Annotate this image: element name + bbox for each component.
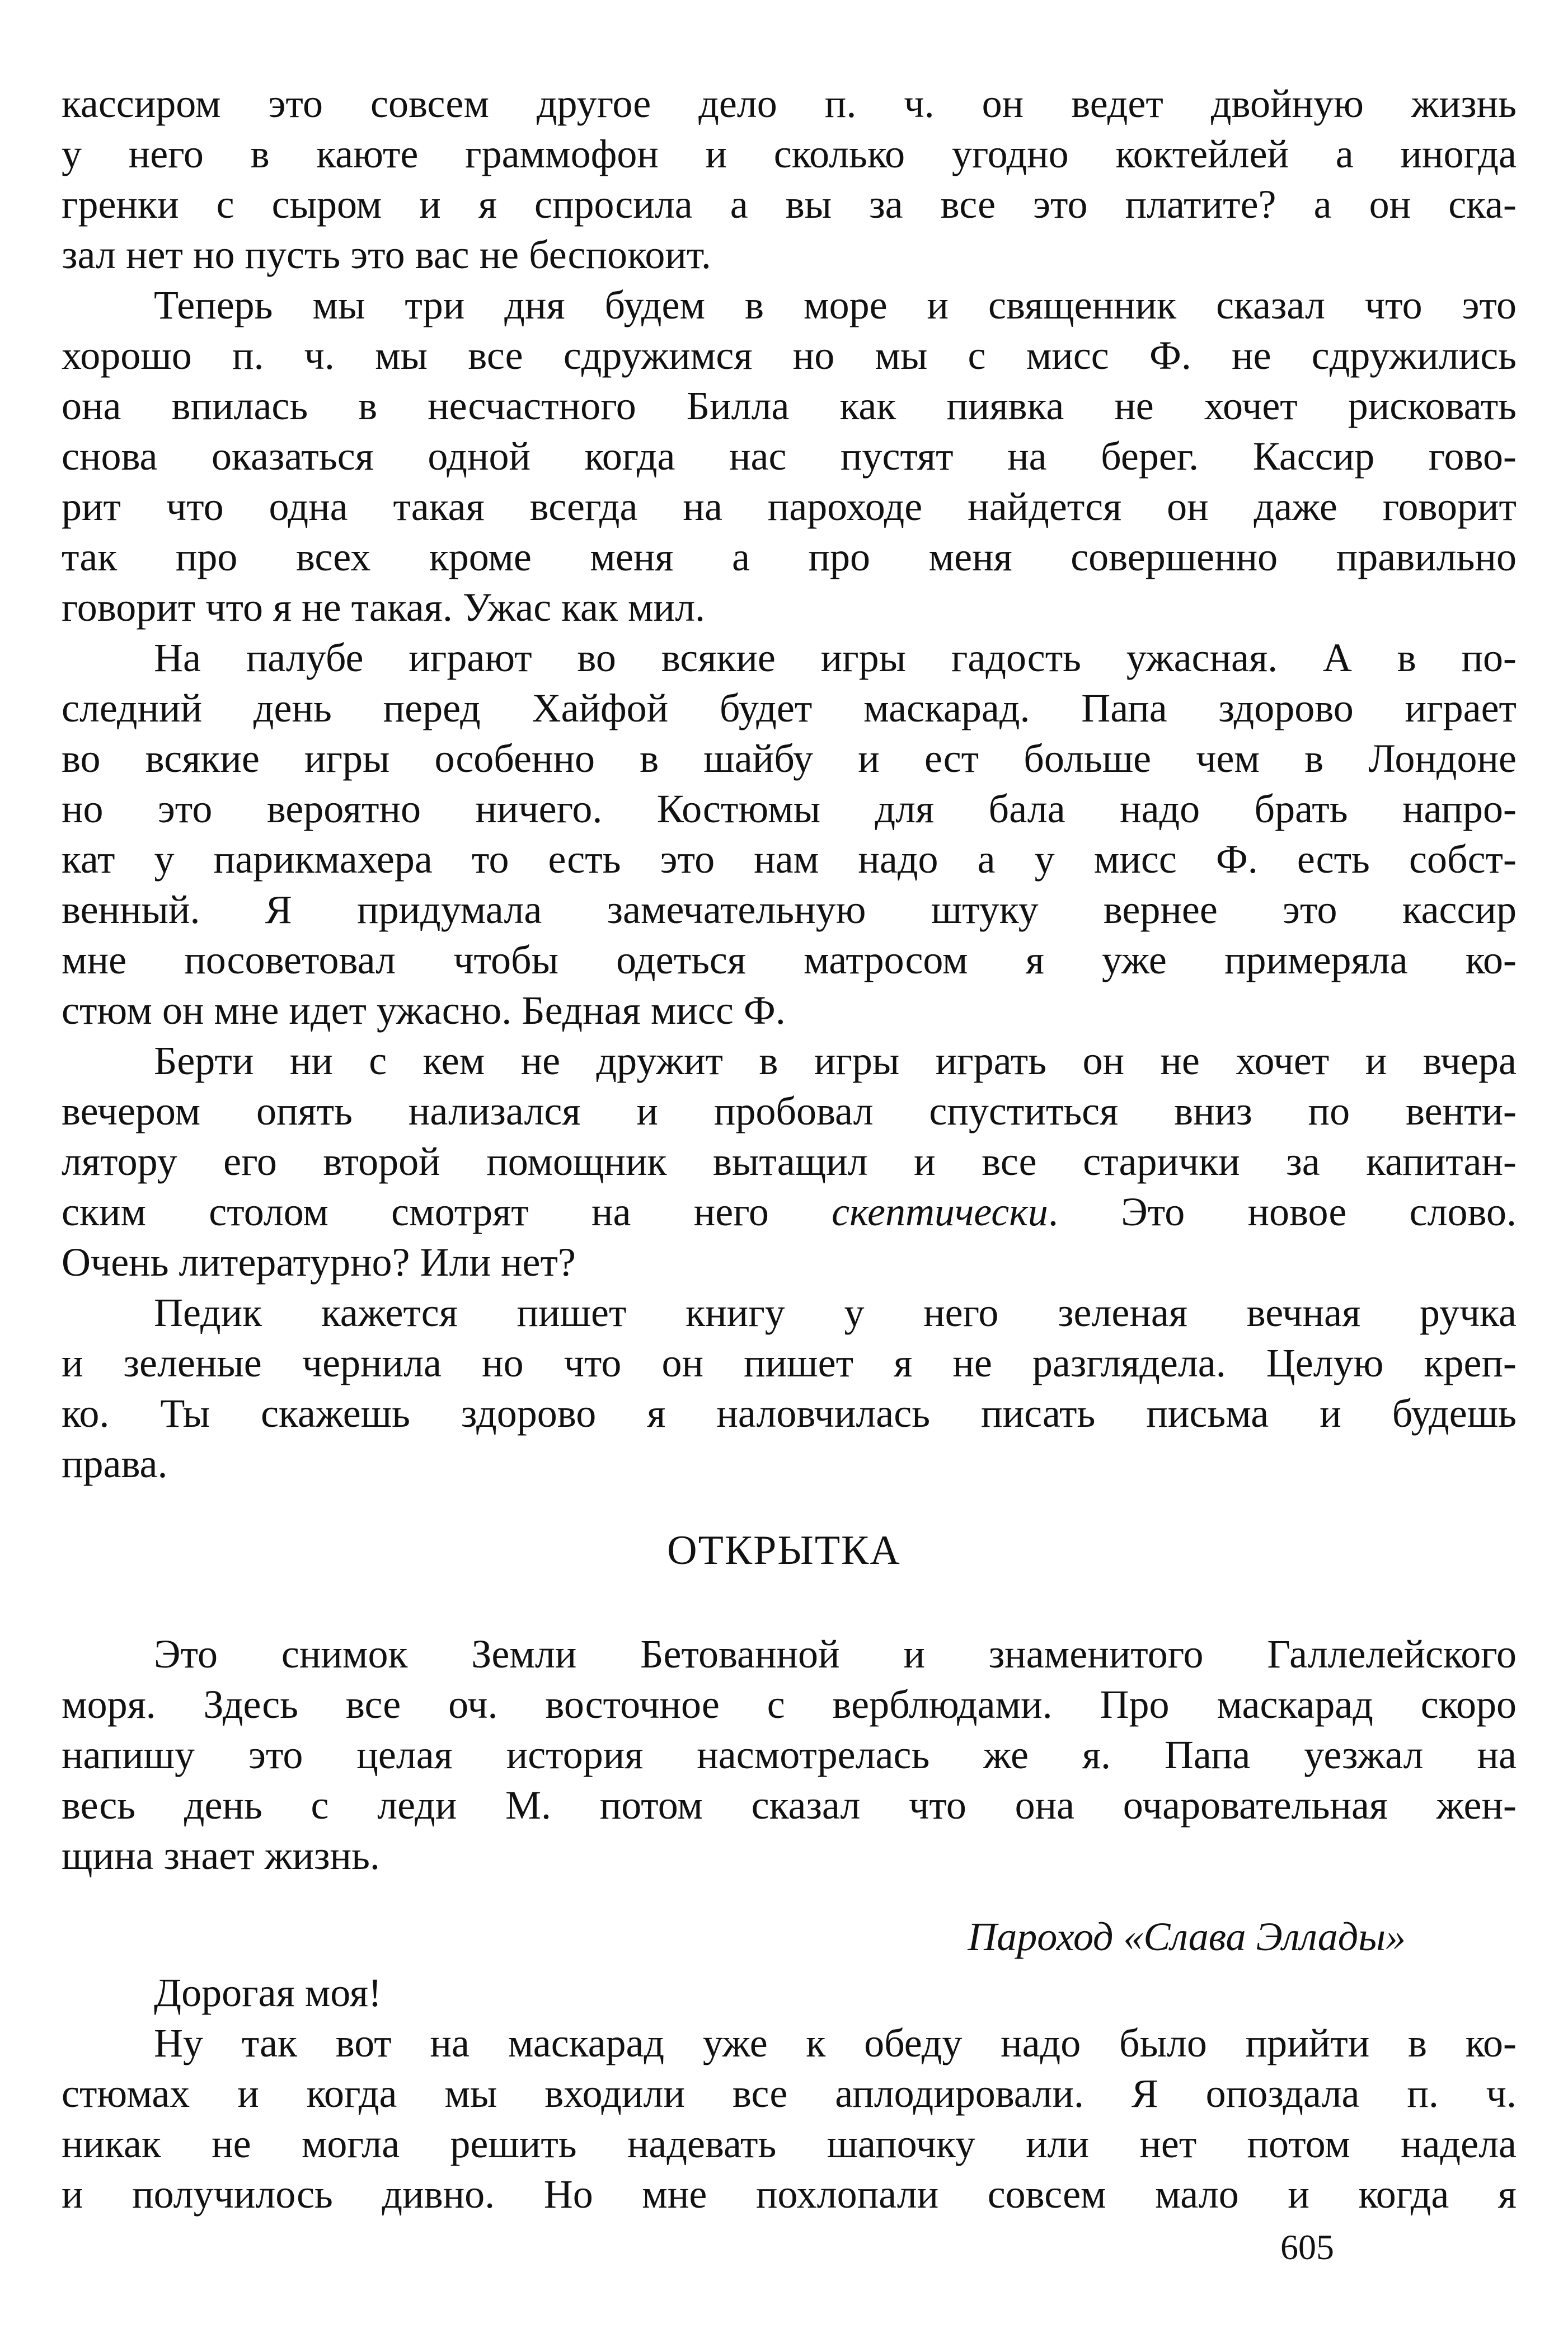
text-line: ко. Ты скажешь здорово я наловчилась писать письма и будешь [62, 1391, 1517, 1436]
text-line-with-italic [62, 1187, 1517, 1237]
text-line: она впилась в несчастного Билла как пиявка не хочет рисковать [62, 383, 1517, 428]
page-number: 605 [1280, 2227, 1334, 2267]
text-line: и зеленые чернила но что он пишет я не разглядела. Целую креп- [62, 1341, 1517, 1385]
text-line: На палубе играют во всякие игры гадость ужасная. А в по- [154, 635, 1517, 680]
text-line: говорит что я не такая. Ужас как мил. [62, 585, 705, 630]
paragraph-3 [62, 633, 1517, 1036]
text-line: и получилось дивно. Но мне похлопали совсем мало и когда я [62, 2172, 1517, 2217]
letter-header: Пароход «Слава Эллады» [968, 1914, 1406, 1959]
text-line: следний день перед Хайфой будет маскарад. Папа здорово играет [62, 686, 1517, 730]
section-heading: ОТКРЫТКА [667, 1528, 901, 1573]
text-line: стюм он мне идет ужасно. Бедная мисс Ф. [62, 988, 786, 1033]
letter-paragraph [62, 2018, 1517, 2219]
paragraph-5 [62, 1287, 1517, 1489]
text-line: снова оказаться одной когда нас пустят на берег. Кассир гово- [62, 434, 1517, 479]
text-line: хорошо п. ч. мы все сдружимся но мы с мисс Ф. не сдружились [62, 333, 1517, 378]
paragraph-1 [62, 78, 1517, 280]
text-line: щина знает жизнь. [62, 1833, 380, 1878]
text-line: Берти ни с кем не дружит в игры играть он не хочет и вчера [154, 1038, 1517, 1083]
paragraph-2 [62, 280, 1517, 633]
text-line: так про всех кроме меня а про меня совершенно правильно [62, 535, 1517, 579]
text-line: но это вероятно ничего. Костюмы для бала надо брать напро- [62, 786, 1517, 831]
text-line: у него в каюте граммофон и сколько угодно коктейлей а иногда [62, 132, 1517, 176]
text-line: моря. Здесь все оч. восточное с верблюдами. Про маскарад скоро [62, 1682, 1517, 1727]
text-line: во всякие игры особенно в шайбу и ест больше чем в Лондоне [62, 736, 1517, 781]
text-line: Это снимок Земли Бетованной и знаменитого Галлелейского [154, 1632, 1517, 1676]
text-line: никак не могла решить надевать шапочку или нет потом надела [62, 2121, 1517, 2166]
paragraph-4 [62, 1036, 1517, 1287]
text-line: весь день с леди М. потом сказал что она очаровательная жен- [62, 1783, 1517, 1828]
text-line: рит что одна такая всегда на пароходе найдется он даже говорит [62, 484, 1517, 529]
postcard-paragraph [62, 1629, 1517, 1881]
text-line: гренки с сыром и я спросила а вы за все это платите? а он ска- [62, 182, 1517, 227]
text-line: зал нет но пусть это вас не беспокоит. [62, 232, 711, 277]
text-line: стюмах и когда мы входили все аплодировали. Я опоздала п. ч. [62, 2071, 1517, 2116]
text-line: Педик кажется пишет книгу у него зеленая вечная ручка [154, 1290, 1517, 1335]
text-line: Очень литературно? Или нет? [62, 1240, 576, 1285]
text-line: кассиром это совсем другое дело п. ч. он ведет двойную жизнь [62, 81, 1517, 126]
text-line: Ну так вот на маскарад уже к обеду надо было прийти в ко- [154, 2021, 1517, 2065]
text-line: Теперь мы три дня будем в море и священник сказал что это [154, 283, 1517, 327]
letter-greeting: Дорогая моя! [154, 1970, 382, 2015]
text-line: мне посоветовал чтобы одеться матросом я уже примеряла ко- [62, 938, 1517, 982]
text-segment: ским столом смотрят на него [62, 1189, 769, 1234]
text-line: напишу это целая история насмотрелась же я. Папа уезжал на [62, 1732, 1517, 1777]
text-line: кат у парикмахера то есть это нам надо а у мисс Ф. есть собст- [62, 837, 1517, 882]
italic-word: скептически [832, 1189, 1048, 1234]
text-segment: . Это новое слово. [1048, 1189, 1517, 1234]
text-line: вечером опять нализался и пробовал спуститься вниз по венти- [62, 1089, 1517, 1133]
text-line: венный. Я придумала замечательную штуку вернее это кассир [62, 887, 1517, 932]
text-line: лятору его второй помощник вытащил и все старички за капитан- [62, 1139, 1517, 1184]
text-line: права. [62, 1441, 168, 1486]
